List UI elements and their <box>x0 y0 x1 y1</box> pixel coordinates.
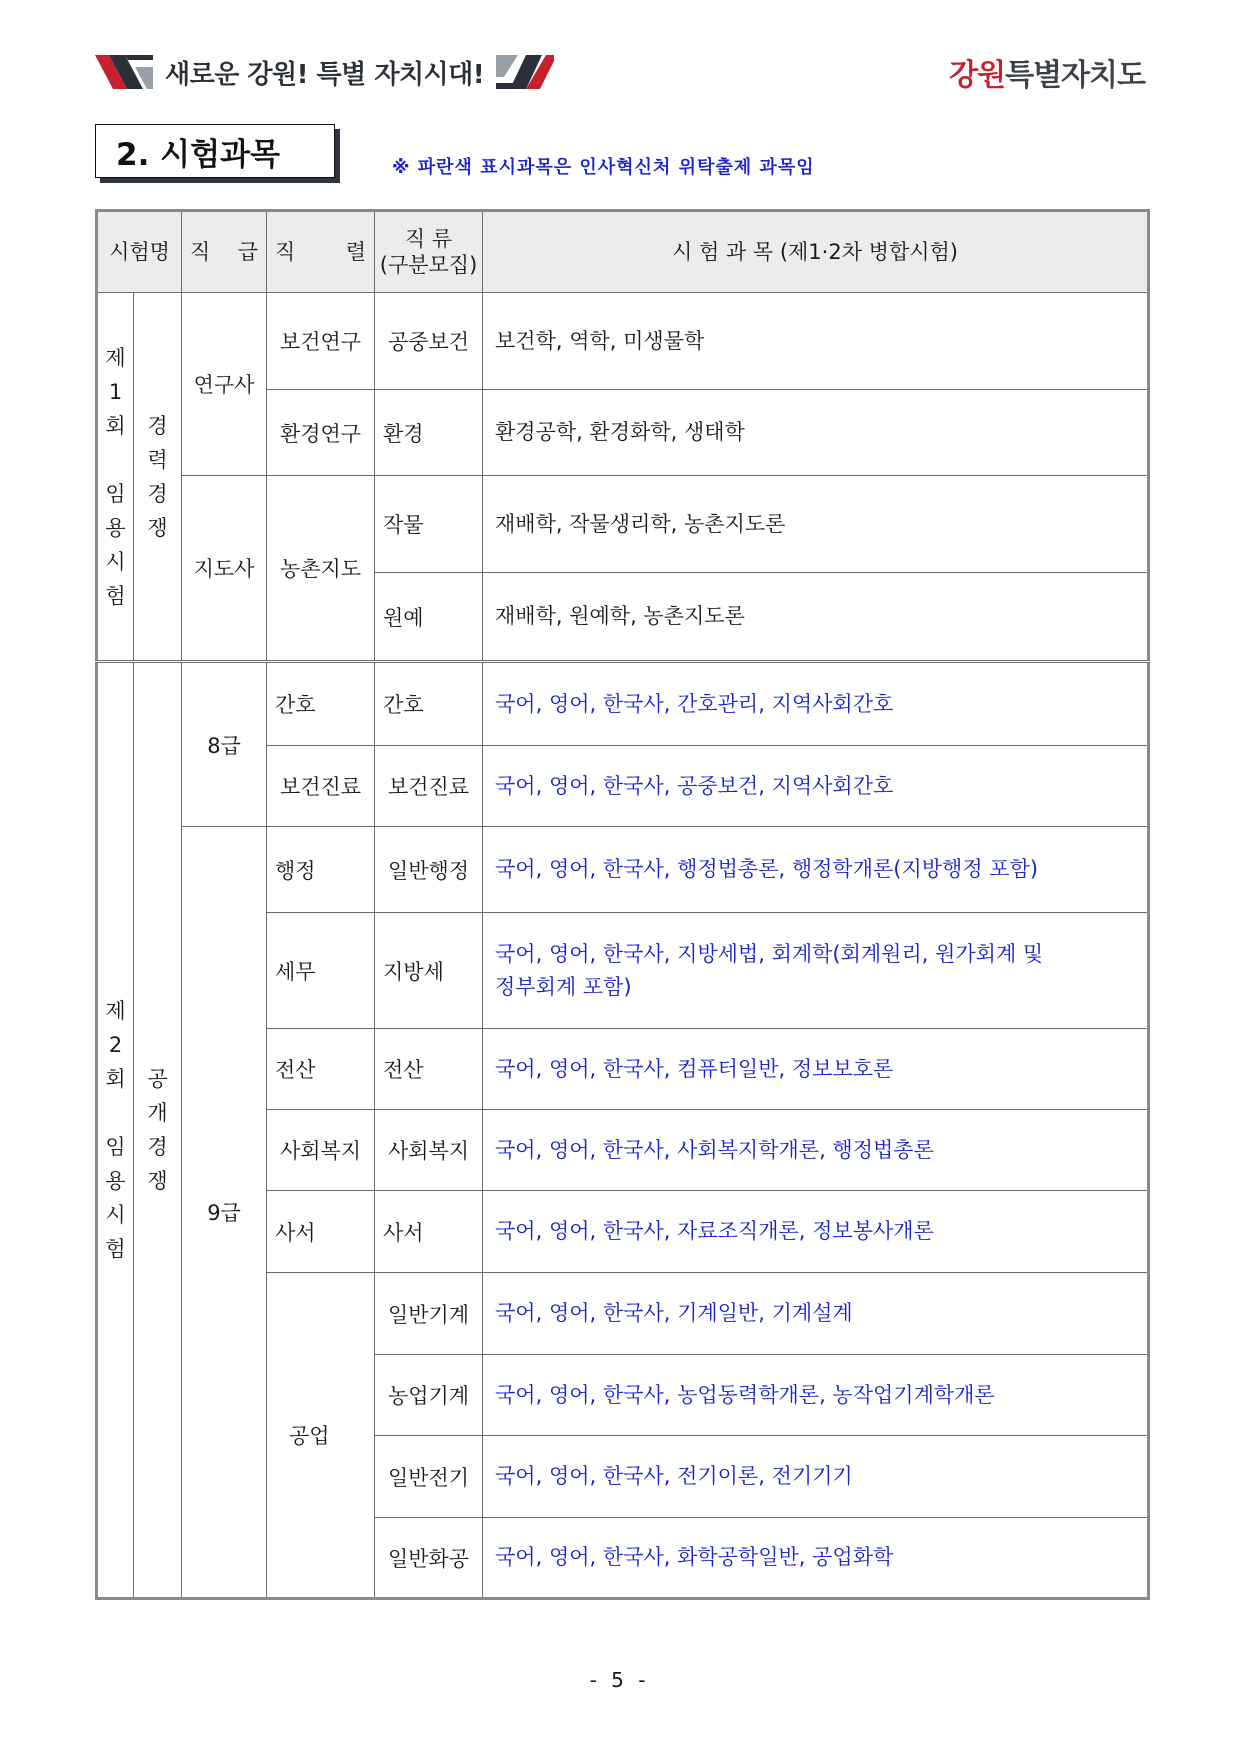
section-title-box <box>95 124 335 178</box>
header-category-line2: (구분모집) <box>379 253 478 277</box>
series-cell: 보건연구 <box>267 293 375 390</box>
header-category-line1: 직 류 <box>404 226 453 251</box>
table-row <box>97 476 1149 573</box>
category-cell: 일반화공 <box>375 1518 483 1599</box>
table-header-row <box>97 211 1149 293</box>
subjects-line: 국어, 영어, 한국사, 지방세법, 회계학(회계원리, 원가회계 및 <box>495 941 1044 966</box>
category-cell: 일반기계 <box>375 1273 483 1355</box>
series-cell: 사서 <box>267 1191 375 1273</box>
category-cell: 농업기계 <box>375 1355 483 1436</box>
category-cell: 사회복지 <box>375 1110 483 1191</box>
series-cell: 농촌지도 <box>267 476 375 662</box>
subjects-cell: 국어, 영어, 한국사, 화학공학일반, 공업화학 <box>483 1518 1149 1599</box>
category-cell: 일반행정 <box>375 827 483 913</box>
subjects-cell: 국어, 영어, 한국사, 공중보건, 지역사회간호 <box>483 746 1149 827</box>
slogan-banner <box>95 52 554 92</box>
subjects-cell: 국어, 영어, 한국사, 사회복지학개론, 행정법총론 <box>483 1110 1149 1191</box>
page-header <box>95 48 1145 98</box>
category-cell: 지방세 <box>375 913 483 1029</box>
subjects-cell: 국어, 영어, 한국사, 자료조직개론, 정보봉사개론 <box>483 1191 1149 1273</box>
category-cell: 사서 <box>375 1191 483 1273</box>
subjects-cell: 국어, 영어, 한국사, 행정법총론, 행정학개론(지방행정 포함) <box>483 827 1149 913</box>
category-cell: 원예 <box>375 573 483 662</box>
subjects-cell: 국어, 영어, 한국사, 전기이론, 전기기기 <box>483 1436 1149 1518</box>
header-subjects: 시 험 과 목 (제1·2차 병합시험) <box>483 211 1149 293</box>
category-cell: 공중보건 <box>375 293 483 390</box>
header-category <box>375 211 483 293</box>
series-cell: 환경연구 <box>267 390 375 476</box>
series-cell: 세무 <box>267 913 375 1029</box>
grade-cell: 9급 <box>182 827 267 1599</box>
grade-cell: 지도사 <box>182 476 267 662</box>
page-number: - 5 - <box>589 1668 650 1692</box>
section-note: ※ 파란색 표시과목은 인사혁신처 위탁출제 과목임 <box>392 157 815 178</box>
group2-exam-name: 제 2 회 임 용 시 험 <box>97 662 134 1599</box>
category-cell: 간호 <box>375 662 483 746</box>
subjects-cell: 국어, 영어, 한국사, 기계일반, 기계설계 <box>483 1273 1149 1355</box>
slogan-right-slash-icon <box>496 55 554 89</box>
group1-exam-name: 제 1 회 임 용 시 험 <box>97 293 134 662</box>
subjects-line: 정부회계 포함) <box>495 974 632 999</box>
org-name-rest: 특별자치도 <box>1005 58 1145 93</box>
category-cell: 보건진료 <box>375 746 483 827</box>
category-cell: 환경 <box>375 390 483 476</box>
subjects-cell: 환경공학, 환경화학, 생태학 <box>483 390 1149 476</box>
org-name-red: 강원 <box>949 58 1006 93</box>
header-series: 직 렬 <box>267 211 375 293</box>
subjects-cell: 국어, 영어, 한국사, 농업동력학개론, 농작업기계학개론 <box>483 1355 1149 1436</box>
grade-cell: 8급 <box>182 662 267 827</box>
series-cell: 사회복지 <box>267 1110 375 1191</box>
header-grade: 직 급 <box>182 211 267 293</box>
grade-cell: 연구사 <box>182 293 267 476</box>
subjects-cell: 국어, 영어, 한국사, 컴퓨터일반, 정보보호론 <box>483 1029 1149 1110</box>
section-title: 2. 시험과목 <box>116 136 280 173</box>
slogan-text: 새로운 강원! 특별 자치시대! <box>165 59 485 90</box>
table-row <box>97 662 1149 746</box>
slogan-left-slash-icon <box>95 55 153 89</box>
exam-subjects-table <box>95 209 1150 1600</box>
subjects-cell: 국어, 영어, 한국사, 간호관리, 지역사회간호 <box>483 662 1149 746</box>
subjects-cell: 보건학, 역학, 미생물학 <box>483 293 1149 390</box>
subjects-cell <box>483 913 1149 1029</box>
group1-exam-type: 경 력 경 쟁 <box>134 293 182 662</box>
series-cell: 간호 <box>267 662 375 746</box>
series-cell: 공업 <box>267 1273 375 1599</box>
category-cell: 작물 <box>375 476 483 573</box>
category-cell: 전산 <box>375 1029 483 1110</box>
header-exam: 시험명 <box>97 211 182 293</box>
table-row <box>97 827 1149 913</box>
series-cell: 전산 <box>267 1029 375 1110</box>
series-cell: 보건진료 <box>267 746 375 827</box>
series-cell: 행정 <box>267 827 375 913</box>
category-cell: 일반전기 <box>375 1436 483 1518</box>
subjects-cell: 재배학, 작물생리학, 농촌지도론 <box>483 476 1149 573</box>
org-logo <box>949 52 1145 92</box>
group2-exam-type: 공 개 경 쟁 <box>134 662 182 1599</box>
table-row <box>97 293 1149 390</box>
subjects-cell: 재배학, 원예학, 농촌지도론 <box>483 573 1149 662</box>
